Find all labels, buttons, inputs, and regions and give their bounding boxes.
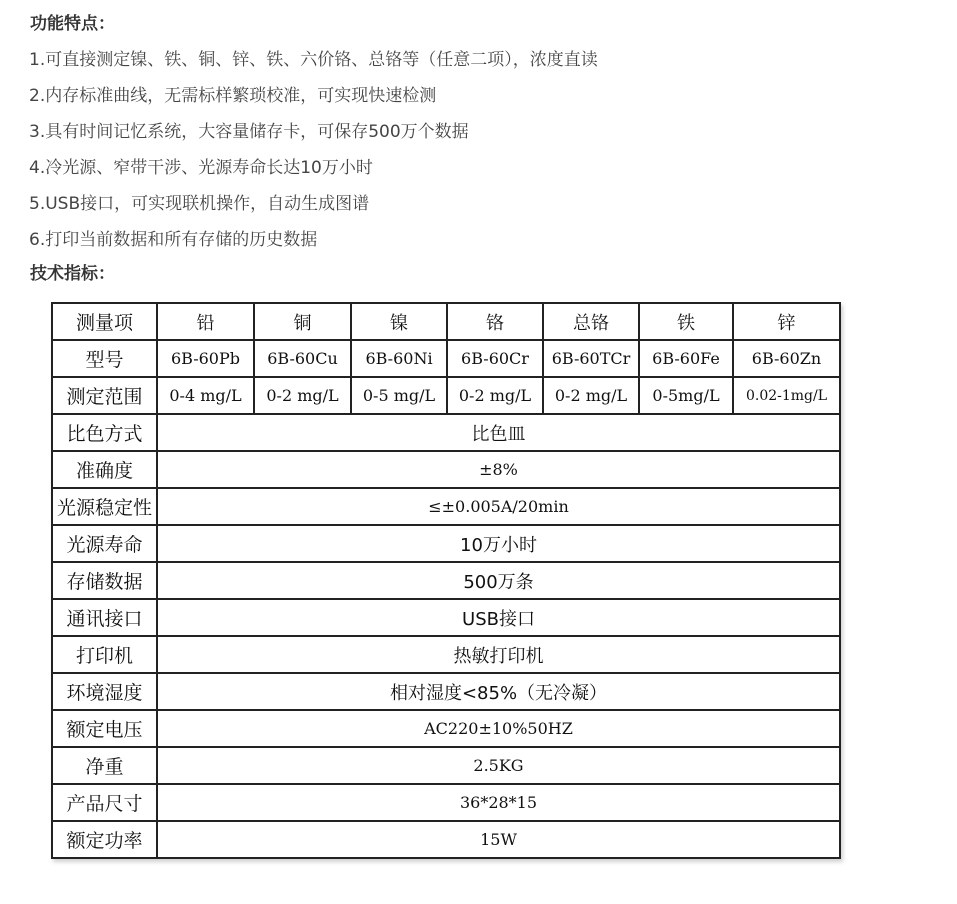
table-header-row [52,303,840,340]
row-value: 36*28*15 [157,784,840,821]
row-label: 环境湿度 [52,673,157,710]
model-cell: 6B-60Cr [447,340,543,377]
column-header: 锌 [733,303,840,340]
row-label: 存储数据 [52,562,157,599]
row-label: 光源寿命 [52,525,157,562]
row-label: 型号 [52,340,157,377]
range-cell: 0-4 mg/L [157,377,254,414]
spec-table [51,302,841,859]
specs-heading: 技术指标： [30,264,115,284]
features-heading: 功能特点： [30,14,115,34]
column-header: 铁 [639,303,733,340]
model-cell: 6B-60Cu [254,340,351,377]
row-label: 光源稳定性 [52,488,157,525]
table-row [52,710,840,747]
feature-item: 1.可直接测定镍、铁、铜、锌、铁、六价铬、总铬等（任意二项），浓度直读 [29,50,598,70]
range-cell: 0-5mg/L [639,377,733,414]
feature-item: 5.USB接口，可实现联机操作，自动生成图谱 [29,194,370,214]
table-row [52,821,840,858]
row-label: 测定范围 [52,377,157,414]
model-cell: 6B-60Pb [157,340,254,377]
row-value: 15W [157,821,840,858]
table-row [52,488,840,525]
table-row [52,636,840,673]
row-value: 10万小时 [157,525,840,562]
table-row [52,525,840,562]
model-cell: 6B-60Zn [733,340,840,377]
feature-item: 2.内存标准曲线，无需标样繁琐校准，可实现快速检测 [29,86,437,106]
model-cell: 6B-60Ni [351,340,447,377]
row-value: 热敏打印机 [157,636,840,673]
range-cell: 0-2 mg/L [447,377,543,414]
row-value: 500万条 [157,562,840,599]
column-header: 总铬 [543,303,639,340]
row-label: 产品尺寸 [52,784,157,821]
table-row [52,673,840,710]
row-value: 相对湿度<85%（无冷凝） [157,673,840,710]
row-label: 额定功率 [52,821,157,858]
row-value: ≤±0.005A/20min [157,488,840,525]
feature-item: 4.冷光源、窄带干涉、光源寿命长达10万小时 [29,158,373,178]
table-row-model [52,340,840,377]
table-row [52,747,840,784]
row-label: 打印机 [52,636,157,673]
table-row [52,562,840,599]
header-label: 测量项 [52,303,157,340]
model-cell: 6B-60TCr [543,340,639,377]
column-header: 铬 [447,303,543,340]
row-value: AC220±10%50HZ [157,710,840,747]
column-header: 镍 [351,303,447,340]
row-label: 比色方式 [52,414,157,451]
table-row [52,414,840,451]
row-label: 额定电压 [52,710,157,747]
feature-item: 6.打印当前数据和所有存储的历史数据 [29,230,318,250]
range-cell: 0.02-1mg/L [733,377,840,414]
row-value: USB接口 [157,599,840,636]
row-value: ±8% [157,451,840,488]
column-header: 铜 [254,303,351,340]
row-value: 2.5KG [157,747,840,784]
row-value: 比色皿 [157,414,840,451]
range-cell: 0-5 mg/L [351,377,447,414]
feature-item: 3.具有时间记忆系统，大容量储存卡，可保存500万个数据 [29,122,469,142]
row-label: 通讯接口 [52,599,157,636]
table-row [52,451,840,488]
column-header: 铅 [157,303,254,340]
row-label: 准确度 [52,451,157,488]
model-cell: 6B-60Fe [639,340,733,377]
table-row [52,599,840,636]
range-cell: 0-2 mg/L [543,377,639,414]
range-cell: 0-2 mg/L [254,377,351,414]
table-row [52,784,840,821]
table-row-range [52,377,840,414]
row-label: 净重 [52,747,157,784]
